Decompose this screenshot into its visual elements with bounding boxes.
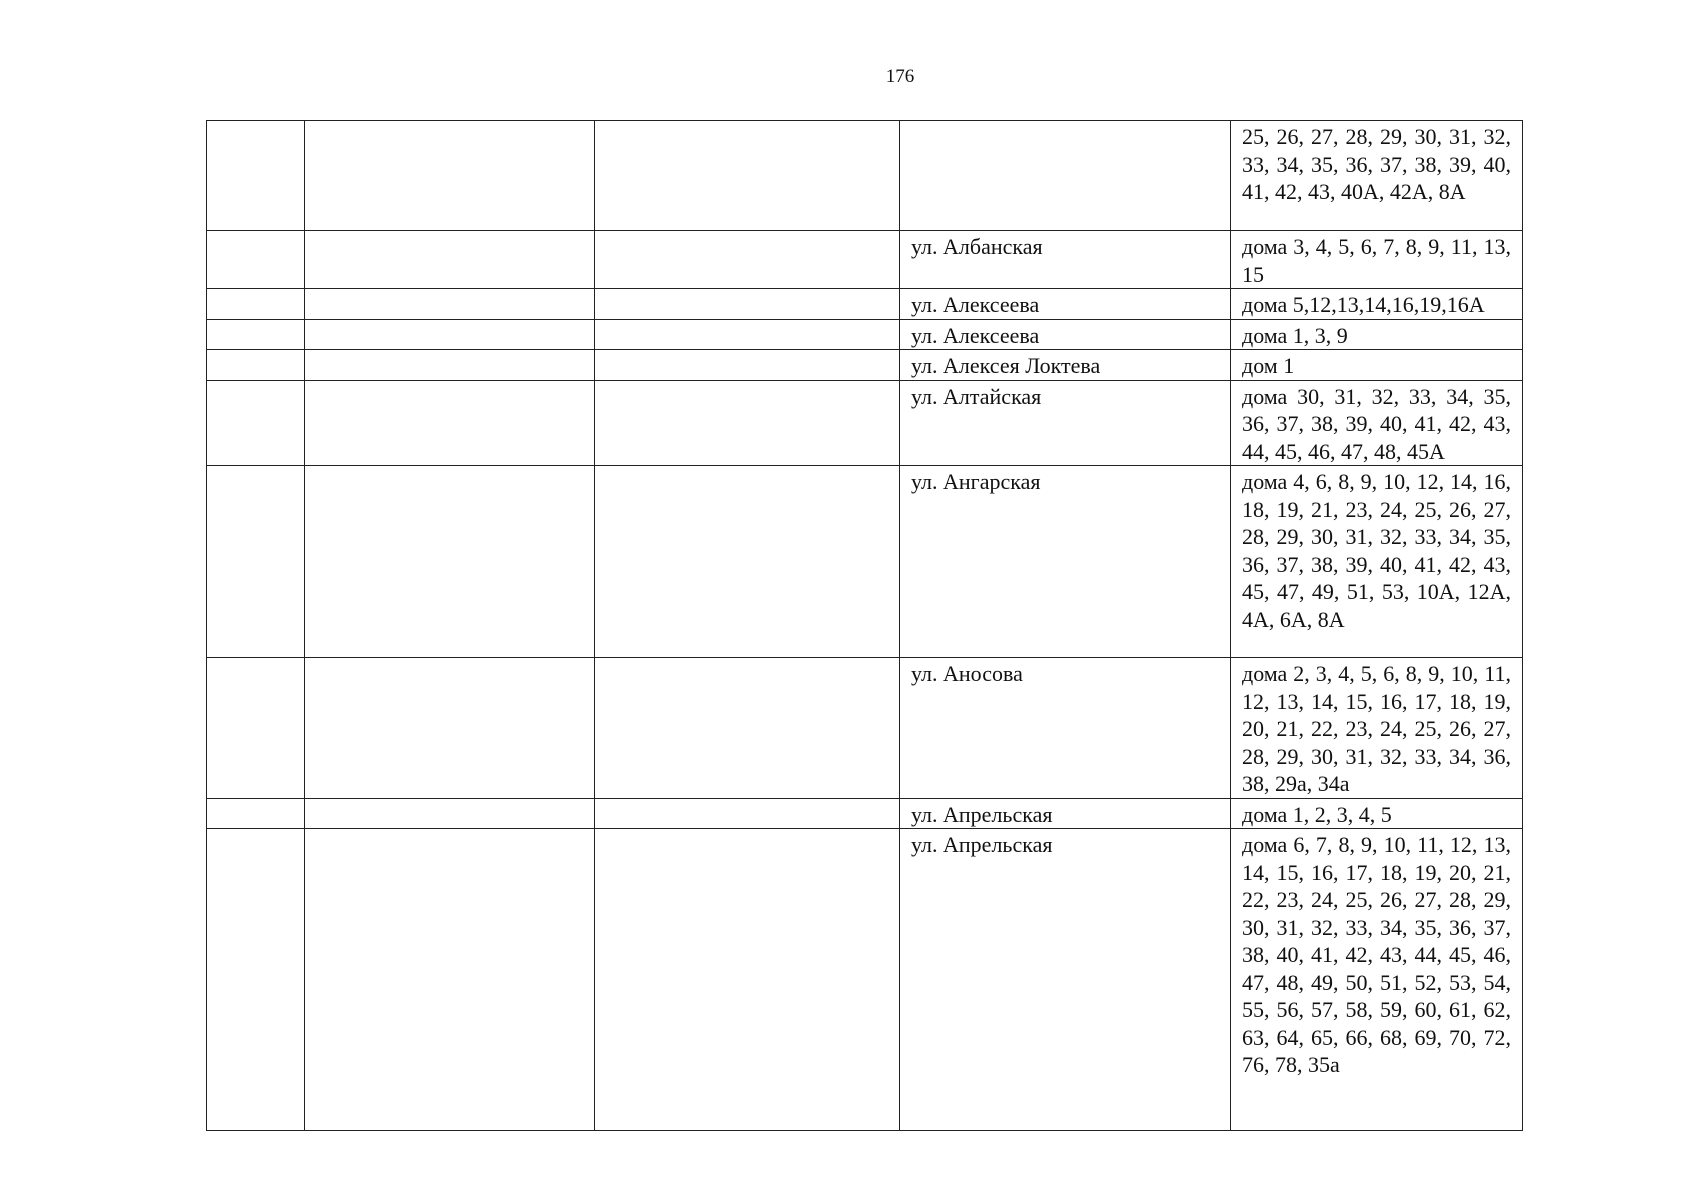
cell-number xyxy=(207,231,305,289)
cell-houses: 25, 26, 27, 28, 29, 30, 31, 32, 33, 34, 35, 36, 37, 38, 39, 40, 41, 42, 43, 40А, 42А, 8А xyxy=(1231,121,1523,231)
cell-locality xyxy=(305,319,595,350)
cell-locality xyxy=(305,798,595,829)
cell-district xyxy=(595,380,900,466)
table-row xyxy=(207,231,1523,289)
cell-locality xyxy=(305,121,595,231)
cell-number xyxy=(207,829,305,1131)
table-row xyxy=(207,658,1523,799)
cell-houses: дома 5,12,13,14,16,19,16А xyxy=(1231,289,1523,320)
cell-district xyxy=(595,798,900,829)
cell-number xyxy=(207,350,305,381)
cell-district xyxy=(595,350,900,381)
cell-locality xyxy=(305,350,595,381)
cell-number xyxy=(207,319,305,350)
cell-houses: дом 1 xyxy=(1231,350,1523,381)
cell-locality xyxy=(305,829,595,1131)
cell-number xyxy=(207,380,305,466)
cell-locality xyxy=(305,466,595,658)
table-row xyxy=(207,319,1523,350)
cell-number xyxy=(207,289,305,320)
cell-number xyxy=(207,658,305,799)
table-row xyxy=(207,289,1523,320)
cell-houses: дома 6, 7, 8, 9, 10, 11, 12, 13, 14, 15, 16, 17, 18, 19, 20, 21, 22, 23, 24, 25, 26, 27, 28, 29, 30, 31, 32, 33, 34, 35, 36, 37, 38, 40, 41, 42, 43, 44, 45, 46, 47, 48, 49, 50, 51, 52, 53, 54, 55, 56, 57, 58, 59, 60, 61, 62, 63, 64, 65, 66, 68, 69, 70, 72, 76, 78, 35а xyxy=(1231,829,1523,1131)
cell-district xyxy=(595,829,900,1131)
cell-district xyxy=(595,658,900,799)
cell-district xyxy=(595,121,900,231)
address-table xyxy=(206,120,1523,1131)
cell-locality xyxy=(305,231,595,289)
cell-street: ул. Алексея Локтева xyxy=(900,350,1231,381)
cell-houses: дома 3, 4, 5, 6, 7, 8, 9, 11, 13, 15 xyxy=(1231,231,1523,289)
table-row xyxy=(207,121,1523,231)
cell-street: ул. Алексеева xyxy=(900,289,1231,320)
cell-houses: дома 4, 6, 8, 9, 10, 12, 14, 16, 18, 19, 21, 23, 24, 25, 26, 27, 28, 29, 30, 31, 32, 33, 34, 35, 36, 37, 38, 39, 40, 41, 42, 43, 45, 47, 49, 51, 53, 10А, 12А, 4А, 6А, 8А xyxy=(1231,466,1523,658)
cell-houses: дома 1, 2, 3, 4, 5 xyxy=(1231,798,1523,829)
cell-locality xyxy=(305,289,595,320)
cell-district xyxy=(595,289,900,320)
cell-street: ул. Албанская xyxy=(900,231,1231,289)
cell-street: ул. Алексеева xyxy=(900,319,1231,350)
cell-locality xyxy=(305,380,595,466)
cell-district xyxy=(595,319,900,350)
cell-number xyxy=(207,121,305,231)
cell-street: ул. Апрельская xyxy=(900,829,1231,1131)
cell-street: ул. Алтайская xyxy=(900,380,1231,466)
table-row xyxy=(207,798,1523,829)
cell-district xyxy=(595,466,900,658)
table-row xyxy=(207,829,1523,1131)
page-number: 176 xyxy=(885,66,915,87)
cell-street: ул. Апрельская xyxy=(900,798,1231,829)
cell-district xyxy=(595,231,900,289)
cell-street: ул. Аносова xyxy=(900,658,1231,799)
cell-street: ул. Ангарская xyxy=(900,466,1231,658)
cell-houses: дома 30, 31, 32, 33, 34, 35, 36, 37, 38, 39, 40, 41, 42, 43, 44, 45, 46, 47, 48, 45А xyxy=(1231,380,1523,466)
table-row xyxy=(207,380,1523,466)
cell-houses: дома 2, 3, 4, 5, 6, 8, 9, 10, 11, 12, 13, 14, 15, 16, 17, 18, 19, 20, 21, 22, 23, 24, 25, 26, 27, 28, 29, 30, 31, 32, 33, 34, 36, 38, 29а, 34а xyxy=(1231,658,1523,799)
table-row xyxy=(207,350,1523,381)
cell-street xyxy=(900,121,1231,231)
cell-houses: дома 1, 3, 9 xyxy=(1231,319,1523,350)
cell-number xyxy=(207,798,305,829)
cell-number xyxy=(207,466,305,658)
cell-locality xyxy=(305,658,595,799)
table-row xyxy=(207,466,1523,658)
